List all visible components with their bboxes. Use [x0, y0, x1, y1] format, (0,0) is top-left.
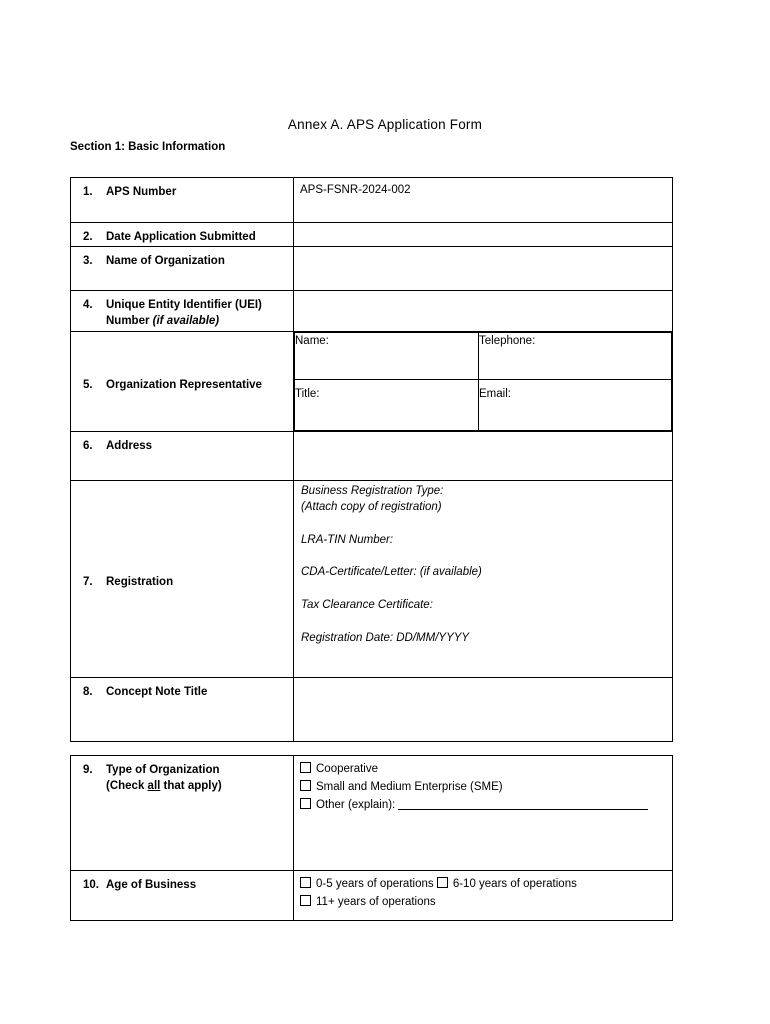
reg-type-line: Business Registration Type:: [301, 485, 444, 497]
option-sme[interactable]: [300, 778, 666, 796]
label-uei-note: (if available): [152, 315, 220, 327]
checkbox-icon[interactable]: [300, 877, 311, 888]
row-address: [71, 432, 673, 481]
label-org-type-sub-pre: (Check: [106, 780, 148, 792]
label-org-type-sub-u: all: [147, 780, 161, 792]
reg-cda-line: CDA-Certificate/Letter: (if available): [301, 566, 482, 579]
rep-title-label: Title:: [295, 388, 320, 400]
row-aps-number: [71, 178, 673, 223]
row-org-name: [71, 247, 673, 291]
form-title: Annex A. APS Application Form: [287, 117, 483, 132]
basic-info-table: [70, 177, 673, 742]
label-representative: Organization Representative: [106, 378, 262, 391]
org-details-table: [70, 755, 673, 921]
checkbox-icon[interactable]: [437, 877, 448, 888]
label-registration: Registration: [106, 576, 174, 588]
option-label: Small and Medium Enterprise (SME): [316, 781, 503, 793]
checkbox-icon[interactable]: [300, 798, 311, 809]
reg-tin-line: LRA-TIN Number:: [301, 533, 394, 546]
option-6-10[interactable]: [437, 878, 577, 890]
row-registration: [71, 481, 673, 678]
label-uei: Unique Entity Identifier (UEI): [106, 299, 262, 311]
row-concept-note: [71, 678, 673, 742]
rep-title-field[interactable]: [295, 380, 479, 431]
concept-note-field[interactable]: [294, 678, 673, 742]
option-0-5[interactable]: [300, 878, 434, 890]
label-uei-cont: Number: [106, 315, 150, 327]
row-age: [71, 871, 673, 921]
rep-email-label: Email:: [479, 388, 511, 400]
org-type-options: [294, 756, 673, 871]
address-field[interactable]: [294, 432, 673, 481]
row-date-submitted: [71, 223, 673, 247]
option-11-plus[interactable]: [300, 893, 666, 911]
uei-field[interactable]: [294, 291, 673, 332]
other-explain-blank[interactable]: [398, 809, 648, 810]
label-org-type-sub-post: that apply): [160, 780, 222, 792]
age-options: [294, 871, 673, 921]
label-address: Address: [106, 440, 153, 452]
aps-number-field[interactable]: [294, 178, 673, 223]
row-number: 10.: [83, 879, 99, 891]
label-date-submitted: Date Application Submitted: [106, 231, 256, 243]
label-org-type: Type of Organization: [106, 764, 220, 776]
checkbox-icon[interactable]: [300, 780, 311, 791]
label-concept-note: Concept Note Title: [106, 686, 208, 698]
row-number: 8.: [83, 686, 93, 698]
row-org-type: [71, 756, 673, 871]
option-cooperative[interactable]: [300, 760, 666, 778]
reg-date-line: Registration Date: DD/MM/YYYY: [301, 631, 470, 644]
rep-name-field[interactable]: [295, 333, 479, 380]
label-org-name: Name of Organization: [106, 255, 225, 267]
row-number: 4.: [83, 299, 93, 311]
registration-field[interactable]: [294, 481, 673, 678]
row-number: 5.: [83, 378, 93, 391]
row-number: 7.: [83, 576, 93, 588]
rep-name-label: Name:: [295, 335, 329, 347]
checkbox-icon[interactable]: [300, 762, 311, 773]
option-label: Cooperative: [316, 763, 379, 775]
option-label: 11+ years of operations: [316, 896, 436, 908]
aps-number-value: APS-FSNR-2024-002: [300, 184, 411, 196]
option-label: Other (explain):: [316, 799, 396, 811]
section-heading: Section 1: Basic Information: [70, 141, 226, 153]
rep-email-field[interactable]: [479, 380, 672, 431]
reg-attach-line: (Attach copy of registration): [301, 501, 442, 514]
rep-telephone-field[interactable]: [479, 333, 672, 380]
label-age: Age of Business: [106, 879, 197, 891]
row-number: 3.: [83, 255, 93, 267]
rep-telephone-label: Telephone:: [479, 335, 536, 347]
row-number: 6.: [83, 440, 93, 452]
label-aps-number: APS Number: [106, 186, 177, 198]
row-representative: [71, 332, 673, 432]
org-name-field[interactable]: [294, 247, 673, 291]
option-label: 0-5 years of operations: [316, 878, 434, 890]
row-number: 1.: [83, 186, 93, 198]
date-submitted-field[interactable]: [294, 223, 673, 247]
reg-tax-line: Tax Clearance Certificate:: [301, 599, 433, 612]
checkbox-icon[interactable]: [300, 895, 311, 906]
option-label: 6-10 years of operations: [452, 878, 577, 890]
row-number: 9.: [83, 764, 93, 776]
row-number: 2.: [83, 231, 93, 243]
representative-grid: [294, 332, 672, 431]
row-uei: [71, 291, 673, 332]
option-other[interactable]: [300, 796, 666, 814]
